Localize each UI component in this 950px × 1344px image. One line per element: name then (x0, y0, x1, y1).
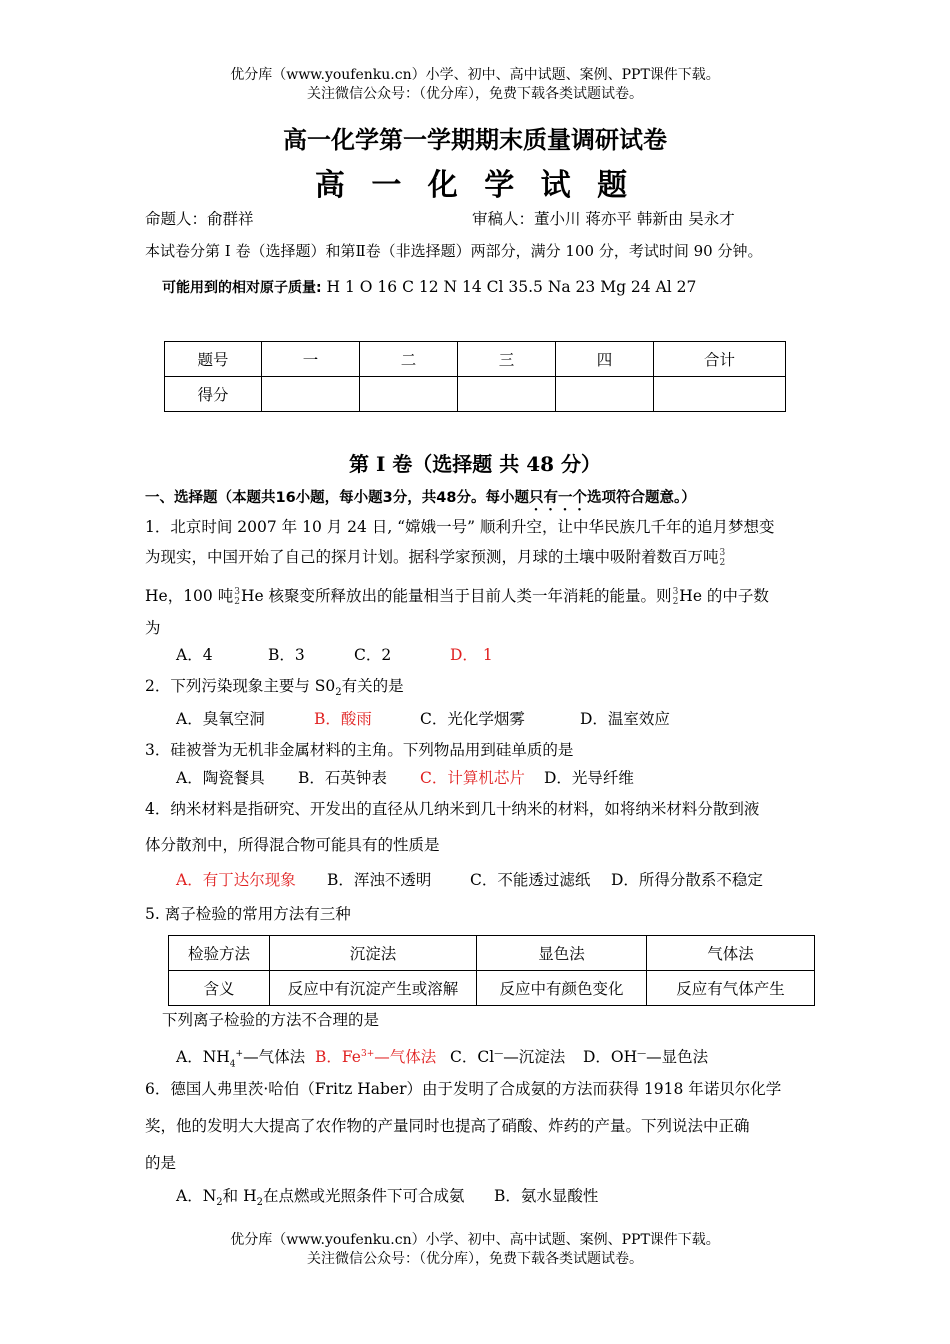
q2-stem-b: 有关的是 (341, 677, 404, 695)
q1-line-2-text: 为现实，中国开始了自己的探月计划。据科学家预测，月球的土壤中吸附着数百万吨 (145, 548, 719, 566)
isotope-label (720, 548, 726, 568)
q5-option-b[interactable] (315, 1043, 450, 1068)
exam-subtitle: 高 一 化 学 试 题 (314, 168, 636, 203)
q5-option-d[interactable] (583, 1043, 708, 1068)
methods-cell: 反应有气体产生 (647, 971, 815, 1006)
q6-option-a[interactable] (176, 1185, 494, 1214)
score-header-cell: 合计 (654, 342, 786, 377)
q1-option-a[interactable]: A．4 (176, 646, 213, 664)
q4-option-b[interactable]: B．浑浊不透明 (327, 871, 432, 889)
q2-option-b[interactable]: B．酸雨 (314, 710, 372, 728)
methods-cell: 反应中有沉淀产生或溶解 (270, 971, 477, 1006)
exam-title: 高一化学第一学期期末质量调研试卷 (283, 125, 667, 154)
methods-header-cell: 气体法 (647, 936, 815, 971)
exam-intro: 本试卷分第 I 卷（选择题）和第Ⅱ卷（非选择题）两部分，满分 100 分，考试时间 90 分钟。 (145, 242, 763, 260)
q1-option-d[interactable]: D． 1 (450, 646, 493, 664)
q2-stem-sub: 2 (335, 687, 342, 699)
q1-line-1: 1．北京时间 2007 年 10 月 24 日, “嫦娥一号” 顺利升空，让中华民族几千年的追月梦想变 (145, 518, 775, 536)
q6-a-text-b: 和 H (222, 1187, 257, 1205)
q5-d-text: D．OH (583, 1048, 638, 1067)
atomic-mass-label: 可能用到的相对原子质量: (162, 280, 322, 296)
score-header-cell: 三 (458, 342, 556, 377)
methods-header-cell: 沉淀法 (270, 936, 477, 971)
q5-option-c[interactable] (450, 1043, 583, 1068)
isotope-z: 2 (234, 597, 240, 607)
section-instructions (145, 487, 696, 514)
score-input-cell[interactable] (262, 377, 360, 412)
q5-a-text: A．NH (176, 1048, 230, 1067)
q3-stem: 3．硅被誉为无机非金属材料的主角。下列物品用到硅单质的是 (145, 741, 574, 759)
q6-line-3: 的是 (145, 1154, 177, 1172)
methods-cell: 反应中有颜色变化 (477, 971, 647, 1006)
q1-option-b[interactable]: B．3 (268, 646, 305, 664)
section-title: 第 I 卷（选择题 共 48 分） (348, 452, 601, 476)
score-header-cell: 四 (556, 342, 654, 377)
score-row-label: 得分 (165, 377, 262, 412)
q6-a-text: A．N (176, 1187, 217, 1205)
q6-a-text-c: 在点燃或光照条件下可合成氨 (262, 1187, 465, 1205)
isotope-z: 2 (672, 597, 679, 607)
q1-line-2 (145, 546, 726, 568)
q6-a-sub2: 2 (256, 1197, 263, 1209)
isotope-label (673, 587, 679, 607)
q5-c-text: C．Cl (450, 1048, 495, 1067)
score-input-cell[interactable] (556, 377, 654, 412)
q1-line-3a: He，100 吨 (145, 587, 234, 605)
q6-line-1: 6．德国人弗里茨·哈伯（Fritz Haber）由于发明了合成氨的方法而获得 1918 年诺贝尔化学 (145, 1080, 782, 1098)
header-line-2: 关注微信公众号：（优分库），免费下载各类试题试卷。 (307, 86, 643, 102)
q1-line-3c: He 的中子数 (679, 587, 769, 605)
footer-line-2: 关注微信公众号：（优分库），免费下载各类试题试卷。 (307, 1251, 643, 1267)
q5-a-sup: + (235, 1049, 244, 1059)
q3-options (176, 767, 634, 789)
isotope-z: 2 (719, 558, 726, 568)
q6-line-2: 奖，他的发明大大提高了农作物的产量同时也提高了硝酸、炸药的产量。下列说法中正确 (145, 1117, 750, 1135)
q1-line-3b: He 核聚变所释放出的能量相当于目前人类一年消耗的能量。则 (240, 587, 672, 605)
q4-option-a[interactable]: A．有丁达尔现象 (176, 871, 296, 889)
q3-option-c[interactable]: C．计算机芯片 (420, 769, 525, 787)
q4-options (176, 869, 763, 891)
reviewer: 审稿人：董小川 蒋亦平 韩新由 吴永才 (472, 210, 735, 228)
instr-part-b: 选项符合题意。） (586, 490, 696, 506)
q5-c-method: —沉淀法 (503, 1048, 566, 1067)
q5-d-sup: — (637, 1049, 647, 1059)
q1-options (176, 644, 493, 666)
author: 命题人：俞群祥 (145, 210, 254, 228)
q4-line-1: 4．纳米材料是指研究、开发出的直径从几纳米到几十纳米的材料，如将纳米材料分散到液 (145, 800, 760, 818)
q5-b-method: —气体法 (374, 1048, 437, 1067)
q5-option-a[interactable] (176, 1043, 315, 1075)
isotope-mass: 3 (719, 548, 726, 558)
methods-cell: 含义 (169, 971, 270, 1006)
methods-header-cell: 检验方法 (169, 936, 270, 971)
footer-line-1: 优分库（www.youfenku.cn）小学、初中、高中试题、案例、PPT课件下载。 (230, 1232, 720, 1248)
score-header-cell: 题号 (165, 342, 262, 377)
q2-stem (145, 675, 404, 704)
atomic-mass-values: H 1 O 16 C 12 N 14 Cl 35.5 Na 23 Mg 24 Al 27 (326, 278, 697, 296)
q6-a-sub1: 2 (216, 1197, 223, 1209)
q2-option-c[interactable]: C．光化学烟雾 (420, 710, 525, 728)
q1-option-c[interactable]: C．2 (354, 646, 392, 664)
q5-question: 下列离子检验的方法不合理的是 (162, 1011, 380, 1029)
q6-options (176, 1185, 598, 1214)
q1-line-3 (145, 585, 769, 607)
score-table (164, 341, 786, 412)
isotope-mass: 3 (672, 587, 679, 597)
q4-line-2: 体分散剂中，所得混合物可能具有的性质是 (145, 836, 440, 854)
detection-methods-table (168, 935, 815, 1006)
score-header-cell: 二 (360, 342, 458, 377)
q2-stem-a: 2．下列污染现象主要与 S0 (145, 677, 336, 695)
q5-a-method: —气体法 (243, 1048, 306, 1067)
q5-a-sub: 4 (229, 1059, 236, 1070)
methods-header-cell: 显色法 (477, 936, 647, 971)
q5-b-text: B．Fe (315, 1048, 361, 1067)
q2-option-d[interactable]: D．温室效应 (580, 710, 670, 728)
q3-option-a[interactable]: A．陶瓷餐具 (176, 769, 265, 787)
atomic-mass-line (162, 276, 696, 299)
isotope-mass: 3 (234, 587, 240, 597)
score-header-cell: 一 (262, 342, 360, 377)
q1-line-4: 为 (145, 619, 161, 637)
instr-part-a: 一、选择题（本题共16小题，每小题3分，共48分。每小题 (145, 490, 529, 506)
q4-option-c[interactable]: C．不能透过滤纸 (470, 871, 591, 889)
q2-options (176, 708, 670, 730)
q5-b-sup: 3+ (360, 1049, 375, 1059)
instr-emphasis: 只有一个 (528, 490, 587, 506)
q5-options (176, 1043, 708, 1075)
q4-option-d[interactable]: D．所得分散系不稳定 (611, 871, 763, 889)
isotope-label (234, 587, 240, 607)
q5-c-sup: — (494, 1049, 504, 1059)
q3-option-d[interactable]: D．光导纤维 (544, 769, 634, 787)
q6-option-b[interactable]: B．氨水显酸性 (494, 1187, 599, 1205)
score-input-cell[interactable] (654, 377, 786, 412)
q5-stem: 5. 离子检验的常用方法有三种 (145, 905, 351, 923)
q5-d-method: —显色法 (646, 1048, 709, 1067)
score-input-cell[interactable] (360, 377, 458, 412)
header-line-1: 优分库（www.youfenku.cn）小学、初中、高中试题、案例、PPT课件下载。 (230, 67, 720, 83)
q2-option-a[interactable]: A．臭氧空洞 (176, 710, 265, 728)
score-input-cell[interactable] (458, 377, 556, 412)
q3-option-b[interactable]: B．石英钟表 (298, 769, 387, 787)
